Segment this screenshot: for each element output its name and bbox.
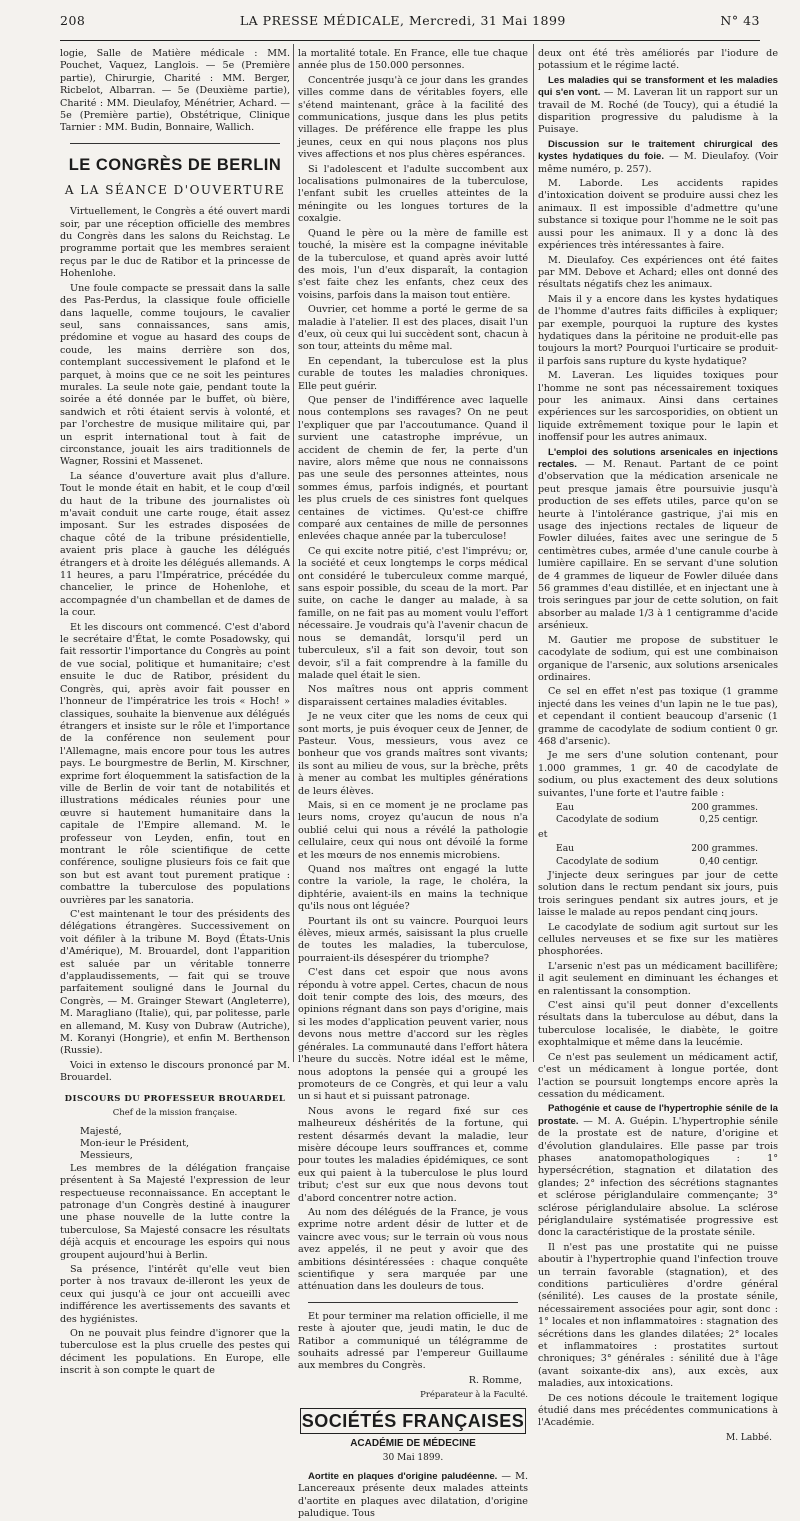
section-text: — M. Renaut. Partant de ce point d'observation que la médication arsenicale ne peut presque jamais être poursuivie jusqu'à production de ses effets utiles, parce qu'on se heurte à l'intolérance gastrique, j'ai mis en usage des injections rectales de liqueur de Fowler diluées, faites avec une seringue de 5 centimètres cubes, armée d'une canule courbe à lumière capillaire. En se servant d'une solution de 4 grammes de liqueur de Fowler diluée dans 56 grammes d'eau distillée, et en injectant une à trois seringues par jour de cette solution, on fait absorber au malade 1/3 à 1 centigramme d'acide arsénieux. <box>538 459 778 632</box>
paragraph: Si l'adolescent et l'adulte succombent aux localisations pulmonaires de la tuberculose, l'enfant subit les cruelles atteintes de la méningite ou les longues tortures de la coxalgie. <box>298 163 528 225</box>
paragraph: Pourtant ils ont su vaincre. Pourquoi leurs élèves, mieux armés, saisissant la plus cruelle de toutes les maladies, la tuberculose, pourraient-ils désespérer du triomphe? <box>298 915 528 964</box>
paragraph: Virtuellement, le Congrès a été ouvert mardi soir, par une réception officielle des membres du Congrès dans les salons du Reichstag. Le programme portait que les membres seraient reçus par le duc de Ratibor et la princesse de Hohenlohe. <box>60 206 290 280</box>
paragraph <box>538 75 778 137</box>
header-rule <box>60 40 760 41</box>
paragraph: De ces notions découle le traitement logique étudié dans mes précédentes communications à l'Académie. <box>538 1392 778 1429</box>
formula-row <box>556 814 778 826</box>
paragraph: Ce qui excite notre pitié, c'est l'imprévu; or, la société et ceux longtemps le corps médical ont considéré le tuberculeux comme marqué, sans espoir possible, du sceau de la mort. Par suite, on cache le danger au malade, à sa famille, on ne fait pas au moment voulu l'effort nécessaire. Je voudrais qu'à l'avenir chacun de nous se demandât, lorsqu'il perd un tuberculeux, s'il a fait son devoir, tout son devoir, s'il a fait comprendre à la famille du malade quel était le sien. <box>298 545 528 681</box>
formula-row <box>556 802 778 814</box>
page-header <box>0 0 800 40</box>
intro-paragraph: logie, Salle de Matière médicale : MM. Pouchet, Vaquez, Langlois. — 5e (Première partie), Chirurgie, Charité : MM. Berger, Ricbelot, Albarran. — 5e (Deuxième partie), Charité : MM. Dieulafoy, Ménétrier, Achard. — 5e (Première partie), Obstétrique, Clinique Tarnier : MM. Budin, Bonnaire, Wallich. <box>60 48 290 134</box>
salutation: Messieurs, <box>80 1150 133 1162</box>
paragraph <box>538 139 778 176</box>
paragraph: deux ont été très améliorés par l'iodure de potassium et le régime lacté. <box>538 48 778 72</box>
signature: R. Romme, <box>468 1374 522 1386</box>
newspaper-title: LA PRESSE MÉDICALE, Mercredi, 31 Mai 1899 <box>239 12 566 28</box>
paragraph: M. Laveran. Les liquides toxiques pour l'homme ne sont pas nécessairement toxiques pour les animaux. Ainsi dans certaines expériences sur les sarcosporidies, on obtient un liquide extrêmement toxique pour le lapin et inoffensif pour les autres animaux. <box>538 370 778 444</box>
paragraph: Au nom des délégués de la France, je vous exprime notre ardent désir de lutter et de vaincre avec vous; sur le terrain où vous nous avez appelés, il ne peut y avoir que des ambitions désintéressées : chaque conquête scientifique y sera marquée par une atténuation dans les douleurs de tous. <box>298 1206 528 1293</box>
paragraph: Nous avons le regard fixé sur ces malheureux déshérités de la fortune, qui restent désarmés devant la maladie, leur misère découpe leurs souffrances et, comme pour toutes les maladies épidémiques, ce sont eux qui paient à la tuberculose le plus lourd tribut; c'est sur eux que nous devons tout d'abord concentrer notre action. <box>298 1105 528 1204</box>
ingredient: Eau <box>556 843 575 855</box>
section-head: Aortite en plaques d'origine paludéenne. <box>308 1470 498 1482</box>
article-subtitle: A LA SÉANCE D'OUVERTURE <box>64 182 286 197</box>
paragraph: Ce sel en effet n'est pas toxique (1 gramme injecté dans les veines d'un lapin ne le tue pas), et cependant il contient beaucoup d'arsenic (1 gramme de cacodylate de sodium contient 0 gr. 468 d'arsenic). <box>538 686 778 747</box>
paragraph: Je ne veux citer que les noms de ceux qui sont morts, je puis évoquer ceux de Jenner, de Pasteur. Vous, messieurs, vous avez ce bonheur que vos grands maîtres sont vivants; ils sont au milieu de vous, sur la brèche, prêts à mener au combat les multiples générations de leurs élèves. <box>298 711 528 797</box>
paragraph: la mortalité totale. En France, elle tue chaque année plus de 150.000 personnes. <box>298 48 528 72</box>
speech-title: DISCOURS DU PROFESSEUR BROUARDEL <box>64 1093 286 1104</box>
article-title: LE CONGRÈS DE BERLIN <box>68 155 282 174</box>
section-text: — M. A. Guépin. L'hypertrophie sénile de la prostate est de nature, d'origine et d'évolution glandulaires. Elle passe par trois phases anatomopathologiques : 1° hypersécrétion, stagnation et dilatation des glandes; 2° infection des sécrétions stagnantes et sclérose périglandulaire commençante; 3° sclérose périglandulaire absolue. La sclérose périglandulaire systématisée progressive est donc la caractéristique de la prostate sénile. <box>538 1115 778 1239</box>
paragraph: Voici in extenso le discours prononcé par M. Brouardel. <box>60 1059 290 1084</box>
paragraph: Et pour terminer ma relation officielle, il me reste à ajouter que, jeudi matin, le duc de Ratibor a communiqué un télégramme de souhaits adressé par l'empereur Guillaume aux membres du Congrès. <box>298 1310 528 1372</box>
quantity: 200 grammes. <box>691 843 758 855</box>
issue-number: N° 43 <box>720 12 760 28</box>
formula-row <box>556 843 778 855</box>
column-divider <box>533 44 534 1062</box>
paragraph: Il n'est pas une prostatite qui ne puisse aboutir à l'hypertrophie quand l'infection trouve un terrain favorable (stagnation), et des conditions particulières d'ordre général (sénilité). Les causes de la prostate sénile, nécessairement associées pour agir, sont donc : 1° locales et non inflammatoires : stagnation des sécrétions dans les glandes dilatées; 2° locales et inflammatoires : prostatites surtout chroniques; 3° générales : sénilité due à l'âge (avant soixante-dix ans), aux excès, aux maladies, aux intoxications. <box>538 1241 778 1390</box>
quantity: 200 grammes. <box>691 801 758 813</box>
paragraph: M. Dieulafoy. Ces expériences ont été faites par MM. Debove et Achard; elles ont donné des résultats négatifs chez les animaux. <box>538 254 778 291</box>
paragraph: Quand nos maîtres ont engagé la lutte contre la variole, la rage, le choléra, la diphtérie, avaient-ils en mains la technique qu'ils nous ont léguée? <box>298 864 528 913</box>
speech-paragraph: Sa présence, l'intérêt qu'elle veut bien porter à nos travaux de-illeront les yeux de ceux qui jusqu'à ce jour ont accueilli avec indifférence les avertissements des savants et des hygiénistes. <box>60 1263 290 1325</box>
paragraph: En cependant, la tuberculose est la plus curable de toutes les maladies chroniques. Elle peut guérir. <box>298 355 528 392</box>
paragraph: Je me sers d'une solution contenant, pour 1.000 grammes, 1 gr. 40 de cacodylate de sodium, ou plus exactement des deux solutions suivantes, l'une forte et l'autre faible : <box>538 750 778 799</box>
paragraph: Mais il y a encore dans les kystes hydatiques de l'homme d'autres faits difficiles à expliquer; par exemple, pourquoi la rupture des kystes hydatiques dans la péritoine ne produit-elle pas toujours la mort? Pourquoi l'urticaire se produit-il parfois sans rupture du kyste hydatique? <box>538 293 778 367</box>
paragraph <box>298 1471 528 1521</box>
paragraph: Et les discours ont commencé. C'est d'abord le secrétaire d'État, le comte Posadowsky, qui fait ressortir l'importance du Congrès au point de vue social, politique et humanitaire; c'est ensuite le duc de Ratibor, président du Congrès, qui, après avoir fait pousser en l'honneur de l'impératrice les trois « Hoch! » classiques, souhaite la bienvenue aux délégués étrangers et insiste sur le rôle et l'importance de la conférence non seulement pour l'Allemagne, mais encore pour tous les autres pays. Le bourgmestre de Berlin, M. Kirschner, exprime fort éloquemment la satisfaction de la ville de Berlin de voir tant de notabilités et illustrations médicales réunies pour une œuvre si hautement humanitaire dans la capitale de l'Empire allemand. M. le professeur von Leyden, enfin, tout en montrant le rôle scientifique de cette conférence, souligne plusieurs fois ce fait que son but est avant tout purement pratique : combattre la tuberculose des populations ouvrières par les sanatoria. <box>60 621 290 906</box>
formula <box>556 802 778 827</box>
signature-role: Préparateur à la Faculté. <box>420 1390 528 1401</box>
paragraph: J'injecte deux seringues par jour de cette solution dans le rectum pendant six jours, puis trois seringues pendant six autres jours, et je laisse le malade au repos pendant cinq jours. <box>538 870 778 919</box>
ingredient: Eau <box>556 801 575 813</box>
paragraph: La séance d'ouverture avait plus d'allure. Tout le monde était en habit, et le coup d'œil du haut de la tribune des journalistes où m'avait conduit une carte rouge, était assez imposant. Sur les estrades disposées de chaque côté de la tribune présidentielle, avaient pris place à gauche les délégués étrangers et à droite les délégués allemands. A 11 heures, a paru l'Impératrice, précédée du chancelier, le prince de Hohenlohe, et accompagnée d'un chambellan et de dames de la cour. <box>60 470 290 619</box>
paragraph: Ce n'est pas seulement un médicament actif, c'est un médicament à longue portée, dont l'action se poursuit longtemps encore après la cessation du médicament. <box>538 1051 778 1100</box>
paragraph: Le cacodylate de sodium agit surtout sur les cellules nerveuses et se fixe sur les matières phosphorées. <box>538 921 778 958</box>
section-text: — M. Laveran lit un rapport sur un travail de M. Roché (de Toucy), qui a étudié la disparition progressive du paludisme à la Puisaye. <box>538 87 778 136</box>
author-signature: M. Labbé. <box>726 1432 772 1443</box>
paragraph: Nos maîtres nous ont appris comment disparaissent certaines maladies évitables. <box>298 684 528 708</box>
conjunction: et <box>538 828 548 840</box>
column-divider <box>293 44 294 1062</box>
paragraph: Que penser de l'indifférence avec laquelle nous contemplons ses ravages? On ne peut l'expliquer que par l'accoutumance. Quand il survient une catastrophe imprévue, un accident de chemin de fer, la perte d'un navire, alors même que nous ne connaissons pas une seule des personnes atteintes, nous sommes émus, parfois indignés, et pourtant les plus cruels de ces sinistres font quelques centaines de victimes. Qu'est-ce chiffre comparé aux centaines de mille de personnes enlevées chaque année par la tuberculose! <box>298 394 528 543</box>
ingredient: Cacodylate de sodium <box>556 855 659 867</box>
section-rule <box>308 1302 518 1303</box>
section-text: — M. Lancereaux présente deux malades atteints d'aortite en plaques avec dilatation, d'origine paludique. Tous <box>298 1470 528 1520</box>
paragraph: M. Gautier me propose de substituer le cacodylate de sodium, qui est une combinaison organique de l'arsenic, aux solutions arsenicales ordinaires. <box>538 634 778 683</box>
paragraph: Concentrée jusqu'à ce jour dans les grandes villes comme dans de véritables foyers, elle s'étend maintenant, grâce à la facilité des communications, jusque dans les plus petits villages. De préférence elle frappe les plus jeunes, ceux en qui nous plaçons nos plus vives affections et nos plus chères espérances. <box>298 74 528 161</box>
ingredient: Cacodylate de sodium <box>556 814 659 826</box>
paragraph: M. Laborde. Les accidents rapides d'intoxication doivent se produire aussi chez les animaux. Il est impossible d'admettre qu'une substance si toxique pour l'homme ne le soit pas aussi pour les animaux. Il y a donc là des expériences très intéressantes à faire. <box>538 178 778 252</box>
paragraph: Une foule compacte se pressait dans la salle des Pas-Perdus, la classique foule officielle dans laquelle, comme toujours, le cavalier seul, sans connaissances, sans amis, prédomine et vogue au hasard des coups de coude, les mains derrière son dos, contemplant successivement le plafond et le parquet, à moins que ce ne soit les peintures murales. La seule note gaie, pendant toute la soirée a été donnée par le buffet, où bière, sandwich et rôti étaient servis à volonté, et par l'orchestre de musique militaire qui, par un esprit international tout à fait de circonstance, jouait les airs traditionnels de Wagner, Rossini et Massenet. <box>60 282 290 468</box>
section-head: Les maladies qui se transforment et les maladies qui s'en vont. <box>538 74 778 99</box>
quantity: 0,25 centigr. <box>699 814 758 826</box>
formula-row <box>556 856 778 868</box>
section-head: Discussion sur le traitement chirurgical des kystes hydatiques du foie. <box>538 138 778 163</box>
paragraph <box>538 1103 778 1239</box>
paragraph: C'est dans cet espoir que nous avons répondu à votre appel. Certes, chacun de nous doit tenir compte des lois, des mœurs, des opinions régnant dans son pays d'origine, mais si les modes d'application peuvent varier, nous devons nous mettre d'accord sur les règles générales. La communauté dans l'effort hâtera l'heure du succès. Notre idéal est le même, nous adoptons la pensée qui a groupé les promoteurs de ce Congrès, et qui leur a valu un si haut et si puissant patronage. <box>298 967 528 1103</box>
section-text: — M. Dieulafoy. (Voir même numéro, p. 257). <box>538 151 778 175</box>
section-head: Pathogénie et cause de l'hypertrophie sénile de la prostate. <box>538 1103 778 1127</box>
society-title: ACADÉMIE DE MÉDECINE <box>350 1438 476 1450</box>
section-rule <box>70 143 280 144</box>
session-date: 30 Mai 1899. <box>382 1453 444 1464</box>
column-2 <box>298 48 528 1520</box>
page-number: 208 <box>60 12 86 28</box>
speech-paragraph: Les membres de la délégation française présentent à Sa Majesté l'expression de leur respectueuse reconnaissance. En acceptant le patronage d'un Congrès destiné à inaugurer une phase nouvelle de la lutte contre la tuberculose, Sa Majesté consacre les résultats déjà acquis et encourage les espoirs qui nous groupent aujourd'hui à Berlin. <box>60 1162 290 1261</box>
column-1 <box>60 48 290 1377</box>
salutation: Majesté, <box>80 1125 122 1137</box>
paragraph: Mais, si en ce moment je ne proclame pas leurs noms, croyez qu'aucun de nous n'a oublié celui qui nous a révélé la pathologie cellulaire, ceux qui nous ont dévoilé la forme et les mœurs de nos ennemis microbiens. <box>298 799 528 861</box>
paragraph: L'arsenic n'est pas un médicament bacillifère; il agit seulement en diminuant les échanges et en ralentissant la consomption. <box>538 960 778 997</box>
formula <box>556 843 778 868</box>
salutation: Mon-ieur le Président, <box>80 1137 189 1149</box>
quantity: 0,40 centigr. <box>699 855 758 867</box>
section-banner: SOCIÉTÉS FRANÇAISES <box>300 1408 526 1434</box>
paragraph: Ouvrier, cet homme a porté le germe de sa maladie à l'atelier. Il est des places, disait l'un d'eux, où ceux qui lui succèdent sont, chacun à son tour, atteints du même mal. <box>298 304 528 353</box>
column-3 <box>538 48 778 1443</box>
paragraph: C'est ainsi qu'il peut donner d'excellents résultats dans la tuberculose au début, dans la tuberculose localisée, le diabète, le goitre exophtalmique et même dans la leucémie. <box>538 1000 778 1049</box>
paragraph <box>538 447 778 633</box>
speech-paragraph: On ne pouvait plus feindre d'ignorer que la tuberculose est la plus cruelle des pestes qui déciment les populations. En Europe, elle inscrit à son compte le quart de <box>60 1328 290 1377</box>
section-head: L'emploi des solutions arsenicales en injections rectales. <box>538 446 778 470</box>
speech-subtitle: Chef de la mission française. <box>112 1108 238 1119</box>
paragraph: Quand le père ou la mère de famille est touché, la misère est la compagne inévitable de la tuberculose, et quand après avoir lutté des mois, l'un d'eux disparaît, la contagion s'est faite chez les enfants, chez ceux des voisins, parfois dans la maison tout entière. <box>298 227 528 301</box>
paragraph: C'est maintenant le tour des présidents des délégations étrangères. Successivement on voit défiler à la tribune M. Boyd (États-Unis d'Amérique), M. Brouardel, dont l'apparition est saluée par un véritable tonnerre d'applaudissements, — fait qui se trouve parfaitement souligné dans le Journal du Congrès, — M. Grainger Stewart (Angleterre), M. Maragliano (Italie), qui, par politesse, parle en allemand, M. Kusy von Dubraw (Autriche), M. Koranyi (Hongrie), et enfin M. Berthenson (Russie). <box>60 909 290 1057</box>
